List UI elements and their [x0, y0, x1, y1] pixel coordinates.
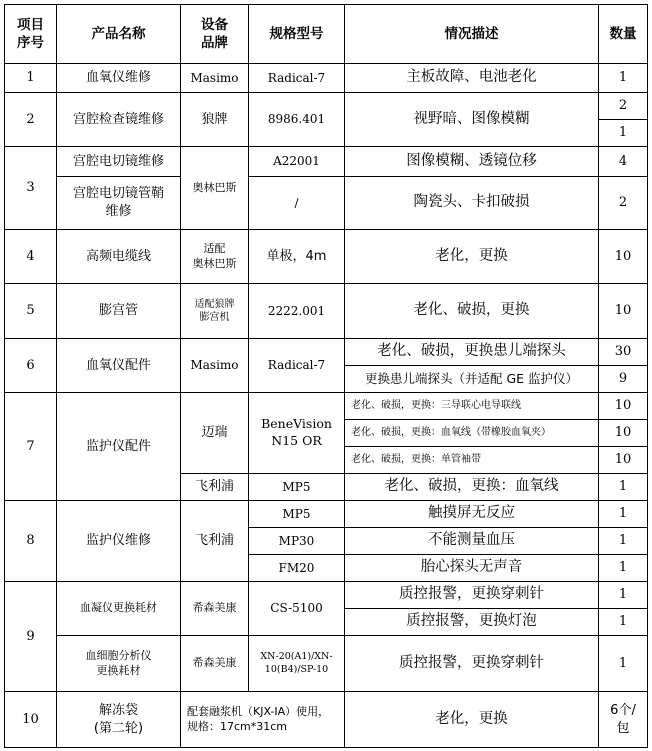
- quantity-cell: 1: [599, 528, 648, 555]
- seq-cell: 3: [5, 147, 57, 230]
- description-cell: 质控报警，更换灯泡: [345, 609, 599, 636]
- quantity-cell: 9: [599, 366, 648, 393]
- description-cell: 老化、破损，更换：单管袖带: [345, 447, 599, 474]
- description-cell: 触摸屏无反应: [345, 501, 599, 528]
- description-cell: 主板故障、电池老化: [345, 64, 599, 93]
- seq-cell: 4: [5, 230, 57, 284]
- description-cell: 胎心探头无声音: [345, 555, 599, 582]
- quantity-cell: 10: [599, 284, 648, 339]
- seq-cell: 2: [5, 93, 57, 147]
- description-cell: 质控报警，更换穿刺针: [345, 636, 599, 692]
- model-cell: MP5: [249, 501, 345, 528]
- seq-cell: 7: [5, 393, 57, 501]
- brand-cell: 狼牌: [181, 93, 249, 147]
- description-cell: 老化、破损，更换: [345, 284, 599, 339]
- brand-cell: Masimo: [181, 339, 249, 393]
- description-cell: 视野暗、图像模糊: [345, 93, 599, 147]
- quantity-cell: 6个/ 包: [599, 692, 648, 748]
- model-cell: 单极，4m: [249, 230, 345, 284]
- model-cell: Radical-7: [249, 339, 345, 393]
- quantity-cell: 10: [599, 447, 648, 474]
- description-cell: 老化，更换: [345, 692, 599, 748]
- quantity-cell: 2: [599, 93, 648, 120]
- product-name-cell: 血凝仪更换耗材: [57, 582, 181, 636]
- document-sheet: [4, 4, 648, 748]
- quantity-cell: 1: [599, 474, 648, 501]
- quantity-cell: 10: [599, 420, 648, 447]
- description-cell: 不能测量血压: [345, 528, 599, 555]
- quantity-cell: 10: [599, 230, 648, 284]
- product-name-cell: 解冻袋 (第二轮): [57, 692, 181, 748]
- description-cell: 老化、破损，更换患儿端探头: [345, 339, 599, 366]
- table-row: [5, 582, 648, 609]
- product-name-cell: 宫腔电切镜维修: [57, 147, 181, 177]
- model-cell: XN-20(A1)/XN- 10(B4)/SP-10: [249, 636, 345, 692]
- table-row: [5, 230, 648, 284]
- model-cell: A22001: [249, 147, 345, 177]
- table-row: [5, 147, 648, 177]
- product-name-cell: 血氧仪配件: [57, 339, 181, 393]
- seq-cell: 8: [5, 501, 57, 582]
- header-model: 规格型号: [249, 5, 345, 64]
- product-name-cell: 血细胞分析仪 更换耗材: [57, 636, 181, 692]
- brand-cell: 奥林巴斯: [181, 147, 249, 230]
- brand-cell: 希森美康: [181, 636, 249, 692]
- description-cell: 陶瓷头、卡扣破损: [345, 177, 599, 230]
- model-cell: FM20: [249, 555, 345, 582]
- table-row: [5, 501, 648, 528]
- table-row: [5, 393, 648, 420]
- quantity-cell: 4: [599, 147, 648, 177]
- description-cell: 图像模糊、透镜位移: [345, 147, 599, 177]
- brand-cell: Masimo: [181, 64, 249, 93]
- header-brand: 设备 品牌: [181, 5, 249, 64]
- model-cell: Radical-7: [249, 64, 345, 93]
- product-name-cell: 高频电缆线: [57, 230, 181, 284]
- model-cell: MP30: [249, 528, 345, 555]
- repair-items-table: [4, 4, 648, 748]
- quantity-cell: 1: [599, 64, 648, 93]
- quantity-cell: 1: [599, 609, 648, 636]
- quantity-cell: 1: [599, 636, 648, 692]
- brand-cell: 迈瑞: [181, 393, 249, 474]
- seq-cell: 5: [5, 284, 57, 339]
- description-cell: 老化、破损，更换：三导联心电导联线: [345, 393, 599, 420]
- brand-cell: 飞利浦: [181, 474, 249, 501]
- description-cell: 更换患儿端探头（并适配 GE 监护仪）: [345, 366, 599, 393]
- table-row: [5, 636, 648, 692]
- table-row: [5, 339, 648, 366]
- quantity-cell: 10: [599, 393, 648, 420]
- product-name-cell: 监护仪维修: [57, 501, 181, 582]
- product-name-cell: 血氧仪维修: [57, 64, 181, 93]
- header-description: 情况描述: [345, 5, 599, 64]
- seq-cell: 9: [5, 582, 57, 692]
- brand-cell: 希森美康: [181, 582, 249, 636]
- table-row: [5, 284, 648, 339]
- product-name-cell: 监护仪配件: [57, 393, 181, 501]
- header-product-name: 产品名称: [57, 5, 181, 64]
- header-quantity: 数量: [599, 5, 648, 64]
- model-cell: BeneVision N15 OR: [249, 393, 345, 474]
- product-name-cell: 宫腔电切镜管鞘 维修: [57, 177, 181, 230]
- quantity-cell: 30: [599, 339, 648, 366]
- seq-cell: 6: [5, 339, 57, 393]
- header-seq: 项目 序号: [5, 5, 57, 64]
- model-cell: CS-5100: [249, 582, 345, 636]
- quantity-cell: 2: [599, 177, 648, 230]
- seq-cell: 10: [5, 692, 57, 748]
- model-cell: 8986.401: [249, 93, 345, 147]
- description-cell: 老化、破损，更换：血氧线: [345, 474, 599, 501]
- brand-cell: 适配狼牌 膨宫机: [181, 284, 249, 339]
- description-cell: 质控报警，更换穿刺针: [345, 582, 599, 609]
- model-cell: 2222.001: [249, 284, 345, 339]
- header-row: [5, 5, 648, 64]
- product-name-cell: 宫腔检查镜维修: [57, 93, 181, 147]
- table-row: [5, 177, 648, 230]
- brand-cell: 飞利浦: [181, 501, 249, 582]
- product-name-cell: 膨宫管: [57, 284, 181, 339]
- table-row: [5, 692, 648, 748]
- model-cell: MP5: [249, 474, 345, 501]
- brand-cell: 适配 奥林巴斯: [181, 230, 249, 284]
- description-cell: 老化，更换: [345, 230, 599, 284]
- quantity-cell: 1: [599, 555, 648, 582]
- model-cell: /: [249, 177, 345, 230]
- quantity-cell: 1: [599, 582, 648, 609]
- table-row: [5, 93, 648, 120]
- table-row: [5, 64, 648, 93]
- description-cell: 老化、破损，更换：血氧线（带橡胶血氧夹）: [345, 420, 599, 447]
- quantity-cell: 1: [599, 501, 648, 528]
- quantity-cell: 1: [599, 120, 648, 147]
- seq-cell: 1: [5, 64, 57, 93]
- brand-model-cell: 配套融浆机（KJX-IA）使用， 规格：17cm*31cm: [181, 692, 345, 748]
